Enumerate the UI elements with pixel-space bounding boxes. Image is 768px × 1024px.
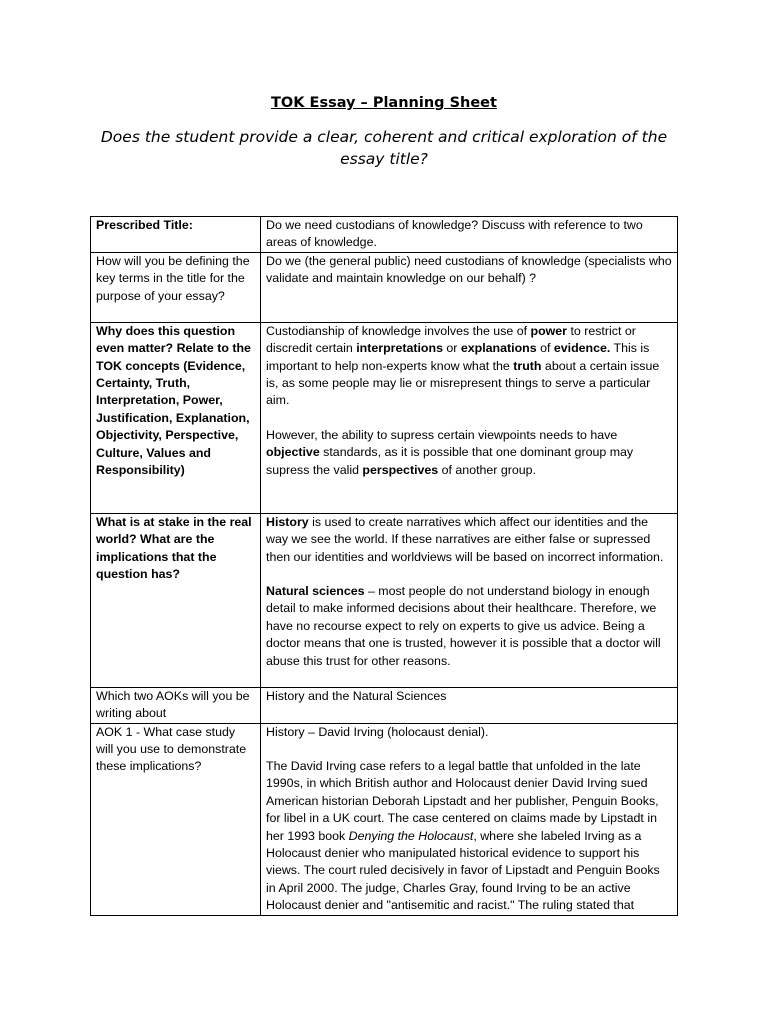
row-answer-aok1 <box>261 723 678 915</box>
row-label-prescribed-title: Prescribed Title: <box>91 217 261 253</box>
row-label-aok1: AOK 1 - What case study will you use to demonstrate these implications? <box>91 723 261 915</box>
row-label-why-matter: Why does this question even matter? Relate to the TOK concepts (Evidence, Certainty, Truth, Interpretation, Power, Justification, Explanation, Objectivity, Perspective, Culture, Values and Responsibility) <box>91 322 261 513</box>
table-row <box>91 322 678 513</box>
row-answer-why-matter <box>261 322 678 513</box>
row-answer-real-world <box>261 513 678 687</box>
answer-paragraph: Natural sciences – most people do not understand biology in enough detail to make informed decisions about their healthcare. Therefore, we have no recourse expect to rely on experts to give us advice. Being a doctor means that one is trusted, however it is possible that a doctor will abuse this trust for other reasons. <box>266 584 661 668</box>
row-label-key-terms: How will you be defining the key terms in the title for the purpose of your essay? <box>91 252 261 322</box>
page-subtitle: Does the student provide a clear, coherent and critical exploration of the essay title? <box>100 128 668 168</box>
answer-paragraph: The David Irving case refers to a legal battle that unfolded in the late 1990s, in which British author and Holocaust denier David Irving sued American historian Deborah Lipstadt and her publisher, Penguin Books, for libel in a UK court. The case centered on claims made by Lipstadt in her 1993 book Denying the Holocaust, where she labeled Irving as a Holocaust denier who manipulated historical evidence to support his views. The court ruled decisively in favor of Lipstadt and Penguin Books in April 2000. The judge, Charles Gray, found Irving to be an active Holocaust denier and "antisemitic and racist." The ruling stated that <box>266 759 660 913</box>
row-answer-aoks: History and the Natural Sciences <box>261 687 678 723</box>
row-answer-key-terms: Do we (the general public) need custodians of knowledge (specialists who validate and maintain knowledge on our behalf) ? <box>261 252 678 322</box>
answer-paragraph: Custodianship of knowledge involves the use of power to restrict or discredit certain interpretations or explanations of evidence. This is important to help non-experts know what the truth about a certain issue is, as some people may lie or misrepresent things to serve a particular aim. <box>266 323 660 408</box>
row-label-aoks: Which two AOKs will you be writing about <box>91 687 261 723</box>
row-label-real-world: What is at stake in the real world? What are the implications that the question has? <box>91 513 261 687</box>
answer-paragraph: History is used to create narratives which affect our identities and the way we see the world. If these narratives are either false or supressed then our identities and worldviews will be based on incorrect information. <box>266 514 664 564</box>
table-row <box>91 217 678 253</box>
table-row <box>91 723 678 915</box>
table-row <box>91 687 678 723</box>
page-title: TOK Essay – Planning Sheet <box>271 95 497 111</box>
row-answer-prescribed-title: Do we need custodians of knowledge? Discuss with reference to two areas of knowledge. <box>261 217 678 253</box>
table-row <box>91 513 678 687</box>
table-row <box>91 252 678 322</box>
planning-table <box>90 216 678 916</box>
answer-paragraph: History – David Irving (holocaust denial). <box>266 724 489 739</box>
answer-paragraph: However, the ability to supress certain viewpoints needs to have objective standards, as it is possible that one dominant group may supress the valid perspectives of another group. <box>266 427 634 477</box>
